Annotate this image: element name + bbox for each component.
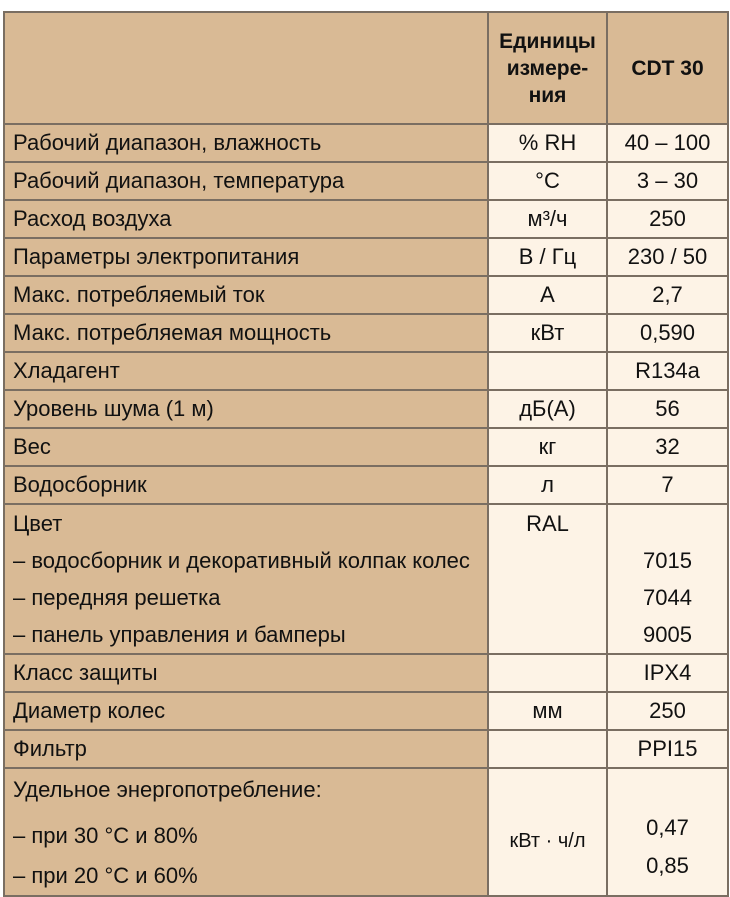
param-value: 230 / 50 [607, 238, 728, 276]
table-row [4, 466, 728, 504]
color-name-cell [4, 504, 488, 654]
table-row [4, 276, 728, 314]
table-row [4, 352, 728, 390]
color-value: 7044 [643, 585, 692, 610]
param-unit [488, 730, 607, 768]
header-units-cell [488, 12, 607, 124]
param-name: Макс. потребляемая мощность [4, 314, 488, 352]
param-name: Хладагент [4, 352, 488, 390]
param-value: IPX4 [607, 654, 728, 692]
energy-name-cell [4, 768, 488, 896]
energy-row [4, 768, 728, 896]
param-unit: % RH [488, 124, 607, 162]
color-line: – передняя решетка [13, 585, 221, 610]
energy-unit: кВт · ч/л [509, 830, 586, 852]
header-units-line: Единицы [499, 29, 596, 53]
energy-value: 0,47 [646, 815, 689, 840]
color-value-cell [607, 504, 728, 654]
energy-line: – при 20 °C и 60% [13, 863, 198, 888]
color-value: 9005 [643, 622, 692, 647]
energy-value-cell [607, 768, 728, 896]
color-value: 7015 [643, 548, 692, 573]
param-unit [488, 654, 607, 692]
param-value: R134a [607, 352, 728, 390]
color-unit: RAL [526, 511, 569, 536]
param-value: 32 [607, 428, 728, 466]
table-row [4, 124, 728, 162]
param-name: Вес [4, 428, 488, 466]
table-row [4, 428, 728, 466]
param-unit: кВт [488, 314, 607, 352]
param-value: 40 – 100 [607, 124, 728, 162]
param-name: Рабочий диапазон, влажность [4, 124, 488, 162]
param-unit: кг [488, 428, 607, 466]
energy-line: – при 30 °C и 80% [13, 823, 198, 848]
param-name: Параметры электропитания [4, 238, 488, 276]
table-row [4, 200, 728, 238]
color-value-spacer [616, 505, 719, 542]
color-row [4, 504, 728, 654]
param-name: Расход воздуха [4, 200, 488, 238]
param-value: 250 [607, 200, 728, 238]
param-name: Фильтр [4, 730, 488, 768]
param-unit: °C [488, 162, 607, 200]
energy-line: Удельное энергопотребление: [13, 777, 322, 802]
param-unit: л [488, 466, 607, 504]
param-value: 56 [607, 390, 728, 428]
table-row [4, 654, 728, 692]
param-value: 250 [607, 692, 728, 730]
param-value: 2,7 [607, 276, 728, 314]
param-value: 0,590 [607, 314, 728, 352]
table-row [4, 238, 728, 276]
param-name: Рабочий диапазон, температура [4, 162, 488, 200]
energy-value: 0,85 [646, 853, 689, 878]
param-unit: мм [488, 692, 607, 730]
param-unit: А [488, 276, 607, 314]
header-units-line: ния [528, 83, 567, 107]
param-unit: В / Гц [488, 238, 607, 276]
param-name: Класс защиты [4, 654, 488, 692]
table-row [4, 730, 728, 768]
param-unit: дБ(А) [488, 390, 607, 428]
spec-table [3, 11, 729, 897]
table-row [4, 314, 728, 352]
color-unit-cell [488, 504, 607, 654]
param-name: Диаметр колес [4, 692, 488, 730]
energy-unit-cell [488, 768, 607, 896]
table-row [4, 162, 728, 200]
color-line: – панель управления и бамперы [13, 622, 346, 647]
param-unit [488, 352, 607, 390]
header-row [4, 12, 728, 124]
param-value: 7 [607, 466, 728, 504]
header-model-cell: CDT 30 [607, 12, 728, 124]
param-name: Уровень шума (1 м) [4, 390, 488, 428]
color-line: – водосборник и декоративный колпак колес [13, 548, 470, 573]
header-name-cell [4, 12, 488, 124]
header-units-line: измере- [506, 56, 589, 80]
param-value: 3 – 30 [607, 162, 728, 200]
param-name: Водосборник [4, 466, 488, 504]
table-row [4, 390, 728, 428]
param-unit: м³/ч [488, 200, 607, 238]
table-row [4, 692, 728, 730]
param-name: Макс. потребляемый ток [4, 276, 488, 314]
color-line: Цвет [13, 511, 63, 536]
param-value: PPI15 [607, 730, 728, 768]
